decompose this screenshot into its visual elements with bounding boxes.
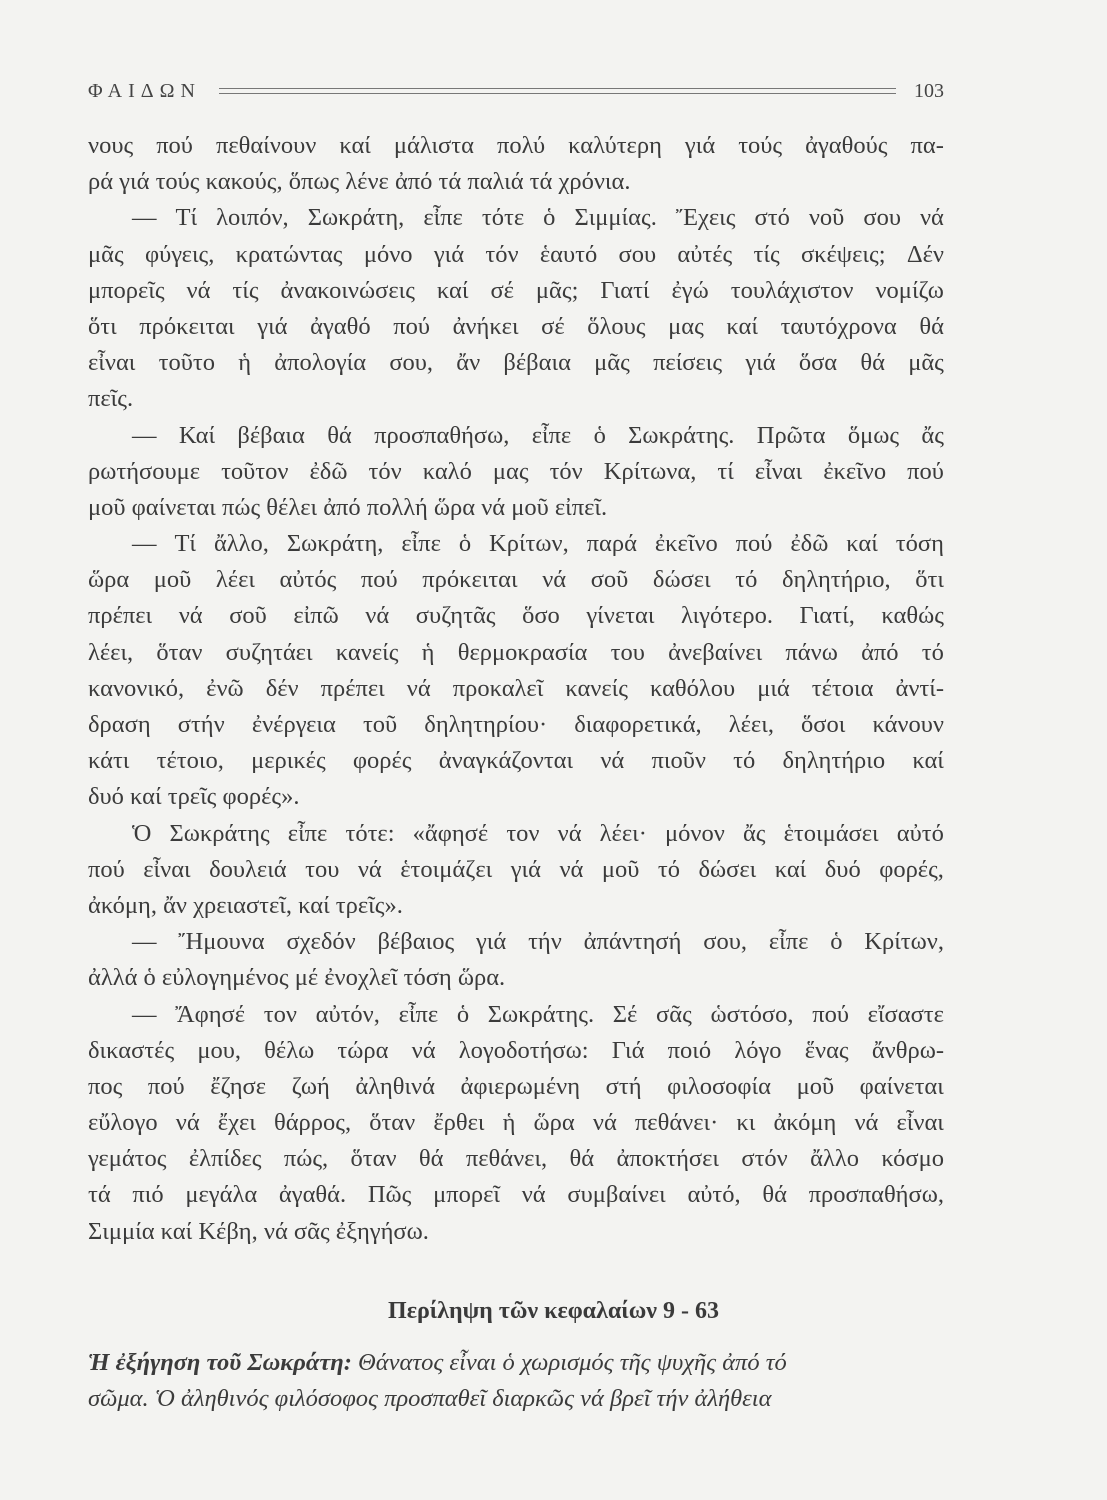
text-line: ἀλλά ὁ εὐλογημένος μέ ἐνοχλεῖ τόση ὥρα. bbox=[88, 964, 506, 992]
chapter-summary bbox=[88, 1345, 944, 1417]
text-line: ρωτήσουμε τοῦτον ἐδῶ τόν καλό μας τόν Κρίτωνα, τί εἶναι ἐκεῖνο πού bbox=[88, 457, 944, 485]
text-line: δικαστές μου, θέλω τώρα νά λογοδοτήσω: Γιά ποιό λόγο ἕνας ἄνθρω- bbox=[88, 1036, 944, 1064]
text-line: ὅτι πρόκειται γιά ἀγαθό πού ἀνήκει σέ ὅλους μας καί ταυτόχρονα θά bbox=[88, 312, 944, 340]
text-line: πεῖς. bbox=[88, 385, 134, 413]
text-line: γεμάτος ἐλπίδες πώς, ὅταν θά πεθάνει, θά ἀποκτήσει στόν ἄλλο κόσμο bbox=[88, 1145, 944, 1173]
text-line: — Ἤμουνα σχεδόν βέβαιος γιά τήν ἀπάντησή σου, εἶπε ὁ Κρίτων, bbox=[132, 928, 944, 956]
page-number: 103 bbox=[914, 79, 944, 102]
text-line: ἀκόμη, ἄν χρειαστεῖ, καί τρεῖς». bbox=[88, 891, 403, 919]
summary-text-1: Θάνατος εἶναι ὁ χωρισμός τῆς ψυχῆς ἀπό τό bbox=[358, 1349, 787, 1376]
running-head bbox=[88, 76, 944, 106]
section-heading: Περίληψη τῶν κεφαλαίων 9 - 63 bbox=[388, 1298, 719, 1324]
text-line: — Τί λοιπόν, Σωκράτη, εἶπε τότε ὁ Σιμμίας. Ἔχεις στό νοῦ σου νά bbox=[132, 204, 944, 232]
text-line: δυό καί τρεῖς φορές». bbox=[88, 783, 300, 811]
summary-line bbox=[88, 1381, 944, 1417]
text-line: δραση στήν ἐνέργεια τοῦ δηλητηρίου· διαφορετικά, λέει, ὅσοι κάνουν bbox=[88, 711, 944, 738]
summary-lead: Ἡ ἐξήγηση τοῦ Σωκράτη: bbox=[88, 1349, 352, 1376]
summary-text-2: σῶμα. Ὁ ἀληθινός φιλόσοφος προσπαθεῖ διαρκῶς νά βρεῖ τήν ἀλήθεια bbox=[88, 1385, 772, 1413]
text-line: ρά γιά τούς κακούς, ὅπως λένε ἀπό τά παλιά τά χρόνια. bbox=[88, 168, 631, 196]
text-line: τά πιό μεγάλα ἀγαθά. Πῶς μπορεῖ νά συμβαίνει αὐτό, θά προσπαθήσω, bbox=[88, 1181, 944, 1209]
header-rule bbox=[219, 88, 896, 94]
text-line: κάτι τέτοιο, μερικές φορές ἀναγκάζονται νά πιοῦν τό δηλητήριο καί bbox=[88, 747, 944, 775]
text-line: ὥρα μοῦ λέει αὐτός πού πρόκειται νά σοῦ δώσει τό δηλητήριο, ὅτι bbox=[88, 566, 944, 594]
text-line: Ὁ Σωκράτης εἶπε τότε: «ἄφησέ τον νά λέει· μόνον ἄς ἑτοιμάσει αὐτό bbox=[132, 819, 944, 847]
text-line: — Καί βέβαια θά προσπαθήσω, εἶπε ὁ Σωκράτης. Πρῶτα ὅμως ἄς bbox=[132, 421, 944, 449]
text-line: μᾶς φύγεις, κρατώντας μόνο γιά τόν ἑαυτό σου αὐτές τίς σκέψεις; Δέν bbox=[88, 240, 944, 268]
text-line: — Ἄφησέ τον αὐτόν, εἶπε ὁ Σωκράτης. Σέ σᾶς ὡστόσο, πού εἴσαστε bbox=[132, 1000, 944, 1028]
text-line: Σιμμία καί Κέβη, νά σᾶς ἐξηγήσω. bbox=[88, 1217, 429, 1245]
text-line: λέει, ὅταν συζητάει κανείς ἡ θερμοκρασία του ἀνεβαίνει πάνω ἀπό τό bbox=[88, 638, 944, 666]
text-line: πού εἶναι δουλειά του νά ἑτοιμάζει γιά νά μοῦ τό δώσει καί δυό φορές, bbox=[88, 855, 944, 883]
text-line: — Τί ἄλλο, Σωκράτη, εἶπε ὁ Κρίτων, παρά ἐκεῖνο πού ἐδῶ καί τόση bbox=[132, 530, 944, 558]
text-line: μπορεῖς νά τίς ἀνακοινώσεις καί σέ μᾶς; Γιατί ἐγώ τουλάχιστον νομίζω bbox=[88, 276, 944, 304]
body-text bbox=[88, 128, 944, 1250]
text-line: πρέπει νά σοῦ εἰπῶ νά συζητᾶς ὅσο γίνεται λιγότερο. Γιατί, καθώς bbox=[88, 602, 944, 630]
book-title: ΦΑΙΔΩΝ bbox=[88, 79, 201, 102]
summary-line bbox=[88, 1345, 944, 1381]
text-line: πος πού ἔζησε ζωή ἀληθινά ἀφιερωμένη στή φιλοσοφία μοῦ φαίνεται bbox=[88, 1072, 944, 1100]
text-line: νους πού πεθαίνουν καί μάλιστα πολύ καλύτερη γιά τούς ἀγαθούς πα- bbox=[88, 132, 944, 159]
text-line: εὔλογο νά ἔχει θάρρος, ὅταν ἔρθει ἡ ὥρα νά πεθάνει· κι ἀκόμη νά εἶναι bbox=[88, 1109, 944, 1137]
text-line: εἶναι τοῦτο ἡ ἀπολογία σου, ἄν βέβαια μᾶς πείσεις γιά ὅσα θά μᾶς bbox=[88, 349, 944, 377]
text-line: κανονικό, ἐνῶ δέν πρέπει νά προκαλεῖ κανείς καθόλου μιά τέτοια ἀντί- bbox=[88, 674, 944, 702]
text-line: μοῦ φαίνεται πώς θέλει ἀπό πολλή ὥρα νά μοῦ εἰπεῖ. bbox=[88, 493, 608, 521]
